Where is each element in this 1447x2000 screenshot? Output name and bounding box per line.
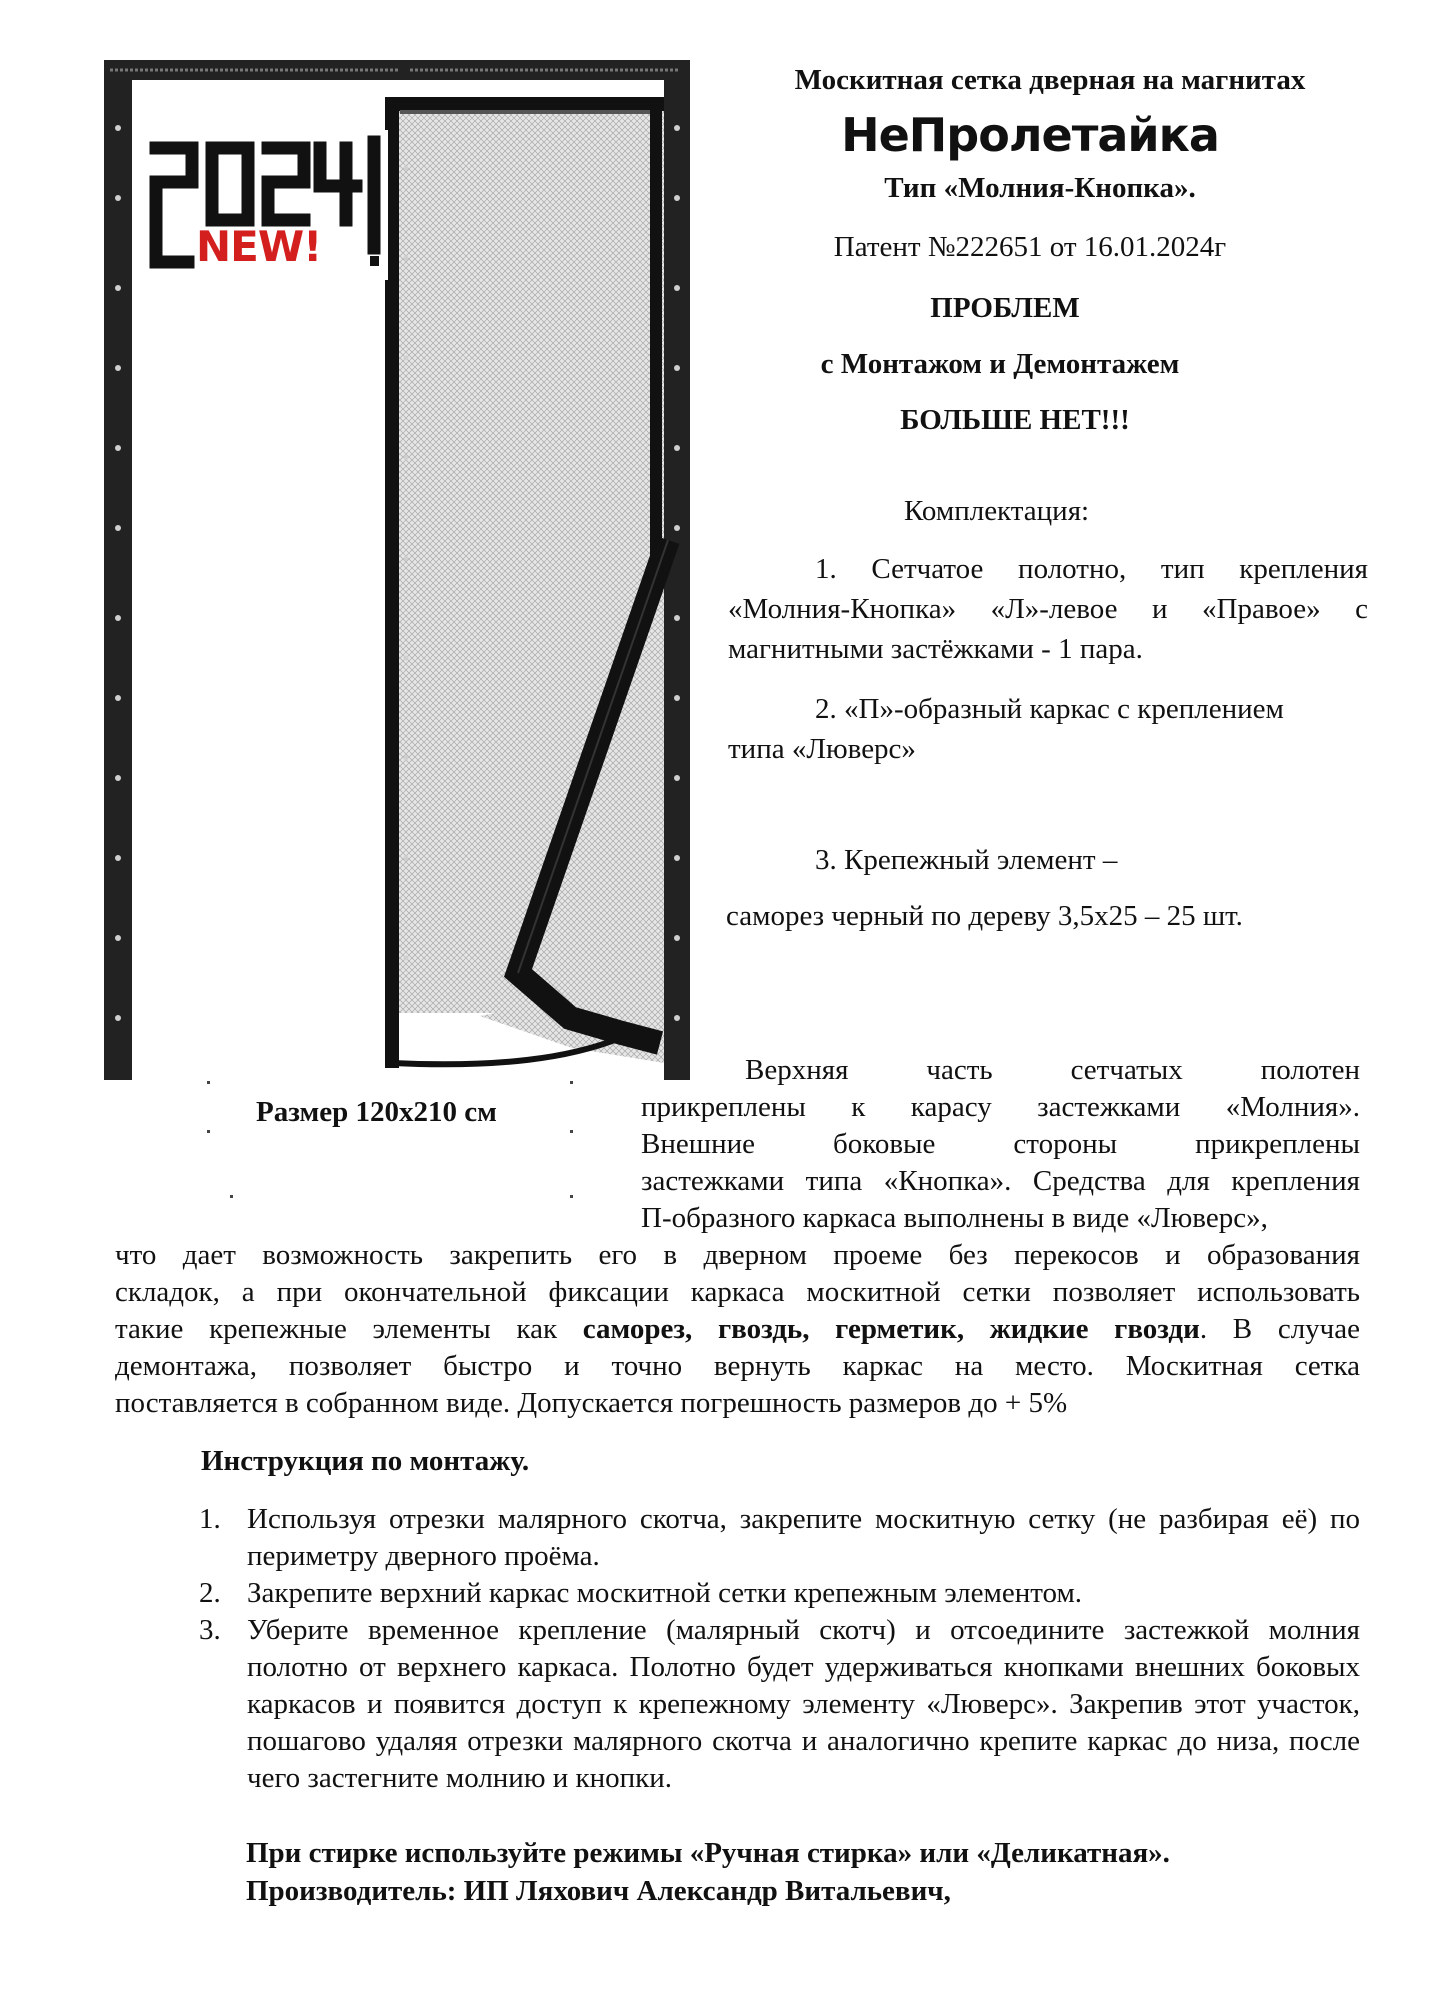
desc-line-2: прикреплены к карасу застежками «Молния». <box>641 1091 1360 1123</box>
desc-line-4: застежками типа «Кнопка». Средства для крепления <box>641 1165 1360 1197</box>
slogan-line-3: БОЛЬШЕ НЕТ!!! <box>900 404 1130 436</box>
kit-item-2-line-2: типа «Люверс» <box>728 733 916 765</box>
new-2024-badge <box>148 130 388 280</box>
frame-right-post <box>664 80 690 1080</box>
instruction-step: 2. Закрепите верхний каркас москитной сетки крепежным элементом. <box>199 1577 1083 1609</box>
kit-item-2-line-1: 2. «П»-образный каркас с креплением <box>815 693 1284 725</box>
instructions-heading: Инструкция по монтажу. <box>201 1445 530 1477</box>
desc-line-9: демонтажа, позволяет быстро и точно вернуть каркас на место. Москитная сетка <box>115 1350 1360 1382</box>
kit-item-3-line-1: 3. Крепежный элемент – <box>815 844 1118 876</box>
fasteners-list: саморез, гвоздь, герметик, жидкие гвозди <box>582 1313 1200 1345</box>
product-title: Москитная сетка дверная на магнитах <box>794 64 1306 96</box>
badge-new-label: NEW! <box>196 222 322 271</box>
instructions-list <box>199 1501 1360 1797</box>
instruction-step: 1. Используя отрезки малярного скотча, закрепите москитную сетку (не разбирая её) по периметру дверного проёма. <box>199 1503 1360 1572</box>
desc-line-3: Внешние боковые стороны прикреплены <box>641 1128 1360 1160</box>
kit-item-1-line-2: «Молния-Кнопка» «Л»-левое и «Правое» с <box>728 593 1368 625</box>
desc-line-8 <box>115 1311 1360 1348</box>
desc-line-10: поставляется в собранном виде. Допускается погрешность размеров до + 5% <box>115 1387 1068 1419</box>
desc-line-6: что дает возможность закрепить его в дверном проеме без перекосов и образования <box>115 1239 1360 1271</box>
type-line: Тип «Молния-Кнопка». <box>884 172 1196 204</box>
kit-item-1-line-1: 1. Сетчатое полотно, тип крепления <box>815 553 1368 585</box>
patent-line: Патент №222651 от 16.01.2024г <box>833 231 1227 263</box>
desc-line-1: Верхняя часть сетчатых полотен <box>745 1054 1360 1086</box>
kit-item-1-line-3: магнитными застёжками - 1 пара. <box>728 633 1143 665</box>
manufacturer-line: Производитель: ИП Ляхович Александр Витальевич, <box>246 1875 951 1907</box>
desc-line-8-a: такие крепежные элементы как <box>115 1313 583 1345</box>
kit-heading: Комплектация: <box>904 495 1090 527</box>
slogan-line-2: с Монтажом и Демонтажем <box>820 348 1180 380</box>
badge-year-text <box>148 130 150 131</box>
kit-item-3-line-2: саморез черный по дереву 3,5х25 – 25 шт. <box>726 900 1243 932</box>
brand-logo: НеПролетайка <box>841 108 1219 162</box>
instruction-step: 3. Уберите временное крепление (малярный скотч) и отсоедините застежкой молния полотно от верхнего каркаса. Полотно будет удерживаться кнопками внешних боковых каркасов и появится доступ к крепежному элементу «Люверс». Закрепив этот участок, пошагово удаляя отрезки малярного скотча и аналогично крепите каркас до низа, после чего застегните молнию и кнопки. <box>199 1614 1360 1794</box>
slogan-line-1: ПРОБЛЕМ <box>930 292 1080 324</box>
desc-line-8-b: . В случае <box>1199 1313 1361 1345</box>
frame-left-post <box>104 80 132 1080</box>
washing-note: При стирке используйте режимы «Ручная стирка» или «Деликатная». <box>246 1837 1170 1869</box>
desc-line-7: складок, а при окончательной фиксации каркаса москитной сетки позволяет использовать <box>115 1276 1360 1308</box>
size-caption: Размер 120х210 см <box>256 1096 497 1128</box>
desc-line-5: П-образного каркаса выполнены в виде «Люверс», <box>641 1202 1268 1234</box>
